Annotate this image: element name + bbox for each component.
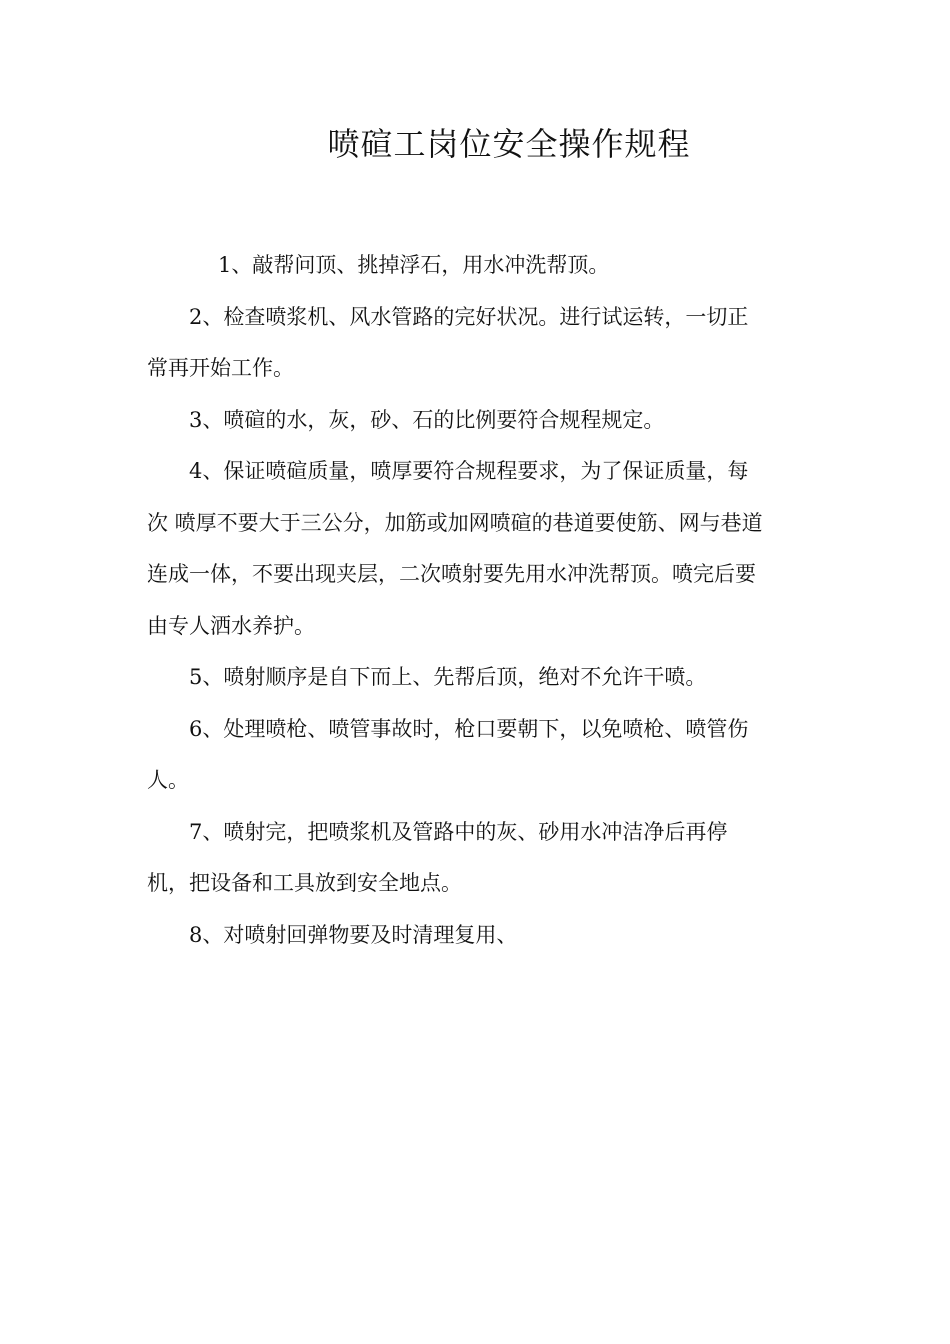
paragraph-line: 由专人洒水养护。 — [147, 613, 315, 638]
paragraph-3 — [147, 395, 807, 447]
paragraph-line: 连成一体，不要出现夹层，二次喷射要先用水冲洗帮顶。喷完后要 — [147, 562, 756, 586]
paragraph-line: 次 喷厚不要大于三公分，加筋或加网喷碹的巷道要使筋、网与巷道 — [147, 510, 763, 535]
paragraph-4 — [147, 446, 807, 652]
paragraph-line: 人。 — [147, 768, 189, 792]
paragraph-line: 机，把设备和工具放到安全地点。 — [147, 871, 462, 895]
paragraph-8 — [147, 910, 807, 962]
paragraph-line: 5、喷射顺序是自下而上、先帮后顶，绝对不允许干喷。 — [189, 665, 707, 689]
paragraph-6 — [147, 704, 807, 807]
paragraph-7 — [147, 807, 807, 910]
paragraph-line: 3、喷碹的水，灰，砂、石的比例要符合规程规定。 — [189, 407, 665, 432]
paragraph-5 — [147, 652, 807, 704]
paragraph-line: 7、喷射完，把喷浆机及管路中的灰、砂用水冲洁净后再停 — [189, 819, 728, 844]
paragraph-2 — [147, 292, 807, 395]
paragraph-line: 6、处理喷枪、喷管事故时，枪口要朝下，以免喷枪、喷管伤 — [189, 716, 749, 741]
paragraph-line: 1、敲帮问顶、挑掉浮石，用水冲洗帮顶。 — [218, 253, 610, 277]
paragraph-line: 8、对喷射回弹物要及时清理复用、 — [189, 922, 518, 947]
paragraph-line: 2、检查喷浆机、风水管路的完好状况。进行试运转，一切正 — [189, 304, 749, 329]
page-title: 喷碹工岗位安全操作规程 — [327, 125, 691, 163]
paragraph-line: 4、保证喷碹质量，喷厚要符合规程要求，为了保证质量，每 — [189, 459, 749, 483]
paragraph-1 — [147, 240, 807, 292]
document-body — [147, 240, 807, 961]
paragraph-line: 常再开始工作。 — [147, 356, 294, 380]
